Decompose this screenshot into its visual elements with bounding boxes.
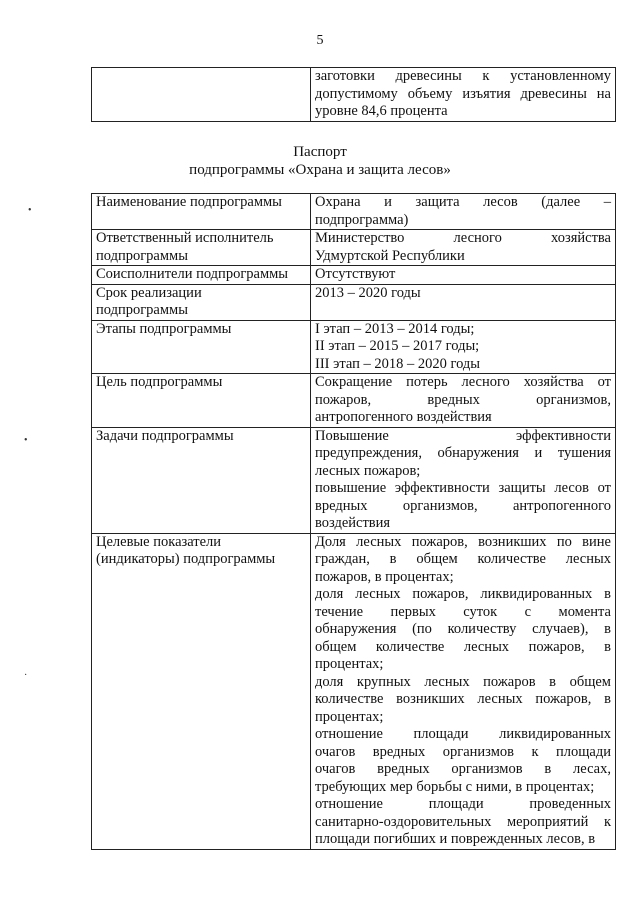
passport-field-value (311, 320, 616, 374)
text-line: Целевые показатели (96, 533, 222, 550)
passport-field-name (92, 427, 311, 533)
passport-field-value (311, 533, 616, 849)
table-row (92, 230, 616, 266)
continuation-left-cell (92, 68, 311, 122)
text-line: Доля лесных пожаров, возникших по вине (315, 533, 611, 550)
text-line: доля крупных лесных пожаров в общем (315, 673, 611, 690)
title-line-2: подпрограммы «Охрана и защита лесов» (189, 162, 451, 178)
text-line: подпрограмма) (315, 211, 409, 228)
text-line: допустимому объему изъятия древесины на (315, 85, 611, 102)
text-line: требующих мер борьбы с ними, в процентах; (315, 778, 595, 795)
text-line: (индикаторы) подпрограммы (96, 551, 276, 567)
passport-field-value (311, 427, 616, 533)
table-row (92, 374, 616, 428)
text-line: отношение площади ликвидированных (315, 726, 611, 742)
text-line: Сокращение потерь лесного хозяйства от (315, 374, 611, 390)
text-line: Ответственный исполнитель (96, 230, 274, 246)
text-line: подпрограммы (96, 302, 188, 318)
text-line: антропогенного воздействия (315, 409, 492, 425)
text-line: пожаров, в процентах; (315, 568, 454, 585)
passport-field-name (92, 266, 311, 285)
text-line: Этапы подпрограммы (96, 320, 232, 337)
text-line: II этап – 2015 – 2017 годы; (315, 338, 480, 354)
text-line: уровне 84,6 процента (315, 103, 448, 119)
passport-field-value (311, 230, 616, 266)
passport-title (0, 143, 640, 179)
text-line: очагов вредных организмов в лесах, (315, 761, 611, 777)
text-line: процентах; (315, 656, 384, 672)
passport-field-value (311, 266, 616, 285)
text-line: санитарно-оздоровительных мероприятий к (315, 813, 611, 830)
continuation-table (91, 67, 616, 122)
text-line: воздействия (315, 515, 391, 531)
text-line: граждан, в общем количестве лесных (315, 551, 611, 567)
table-row (92, 533, 616, 849)
text-line: Соисполнители подпрограммы (96, 266, 289, 282)
passport-field-value (311, 194, 616, 230)
text-line: Наименование подпрограммы (96, 194, 282, 210)
passport-field-value (311, 374, 616, 428)
text-line: вредных организмов, антропогенного (315, 497, 611, 514)
table-row (92, 68, 616, 122)
title-line-1: Паспорт (293, 144, 347, 160)
text-line: I этап – 2013 – 2014 годы; (315, 320, 475, 337)
passport-field-name (92, 194, 311, 230)
passport-field-name (92, 533, 311, 849)
text-line: заготовки древесины к установленному (315, 68, 611, 84)
page-number: 5 (316, 33, 324, 48)
table-row (92, 266, 616, 285)
text-line: доля лесных пожаров, ликвидированных в (315, 586, 611, 602)
text-line: количестве возникших лесных пожаров, в (315, 691, 611, 707)
text-line: обнаружения (по количеству случаев), в (315, 621, 611, 637)
text-line: Удмуртской Республики (315, 247, 465, 264)
passport-field-name (92, 320, 311, 374)
text-line: площади погибших и поврежденных лесов, в (315, 831, 596, 847)
table-row (92, 194, 616, 230)
text-line: предупреждения, обнаружения и тушения (315, 445, 611, 461)
passport-field-name (92, 284, 311, 320)
text-line: Цель подпрограммы (96, 374, 223, 390)
margin-mark: · (24, 670, 28, 681)
text-line: пожаров, вредных организмов, (315, 391, 611, 408)
text-line: лесных пожаров; (315, 462, 421, 479)
text-line: Повышение эффективности (315, 427, 611, 444)
text-line: процентах; (315, 708, 384, 725)
text-line: Министерство лесного хозяйства (315, 230, 611, 246)
margin-mark: • (28, 205, 32, 216)
text-line: 2013 – 2020 годы (315, 284, 421, 301)
text-line: Охрана и защита лесов (далее – (315, 194, 611, 210)
text-line: течение первых суток с момента (315, 603, 611, 620)
passport-field-value (311, 284, 616, 320)
text-line: отношение площади проведенных (315, 796, 611, 812)
table-row (92, 320, 616, 374)
text-line: общем количестве лесных пожаров, в (315, 638, 611, 655)
text-line: подпрограммы (96, 247, 188, 264)
text-line: очагов вредных организмов к площади (315, 743, 611, 760)
margin-mark: • (24, 435, 28, 446)
passport-field-name (92, 374, 311, 428)
table-row (92, 427, 616, 533)
passport-field-name (92, 230, 311, 266)
continuation-right-cell (311, 68, 616, 122)
text-line: III этап – 2018 – 2020 годы (315, 355, 481, 372)
text-line: повышение эффективности защиты лесов от (315, 480, 611, 496)
text-line: Срок реализации (96, 284, 202, 301)
text-line: Отсутствуют (315, 266, 396, 282)
passport-table (91, 193, 616, 850)
table-row (92, 284, 616, 320)
text-line: Задачи подпрограммы (96, 427, 234, 444)
